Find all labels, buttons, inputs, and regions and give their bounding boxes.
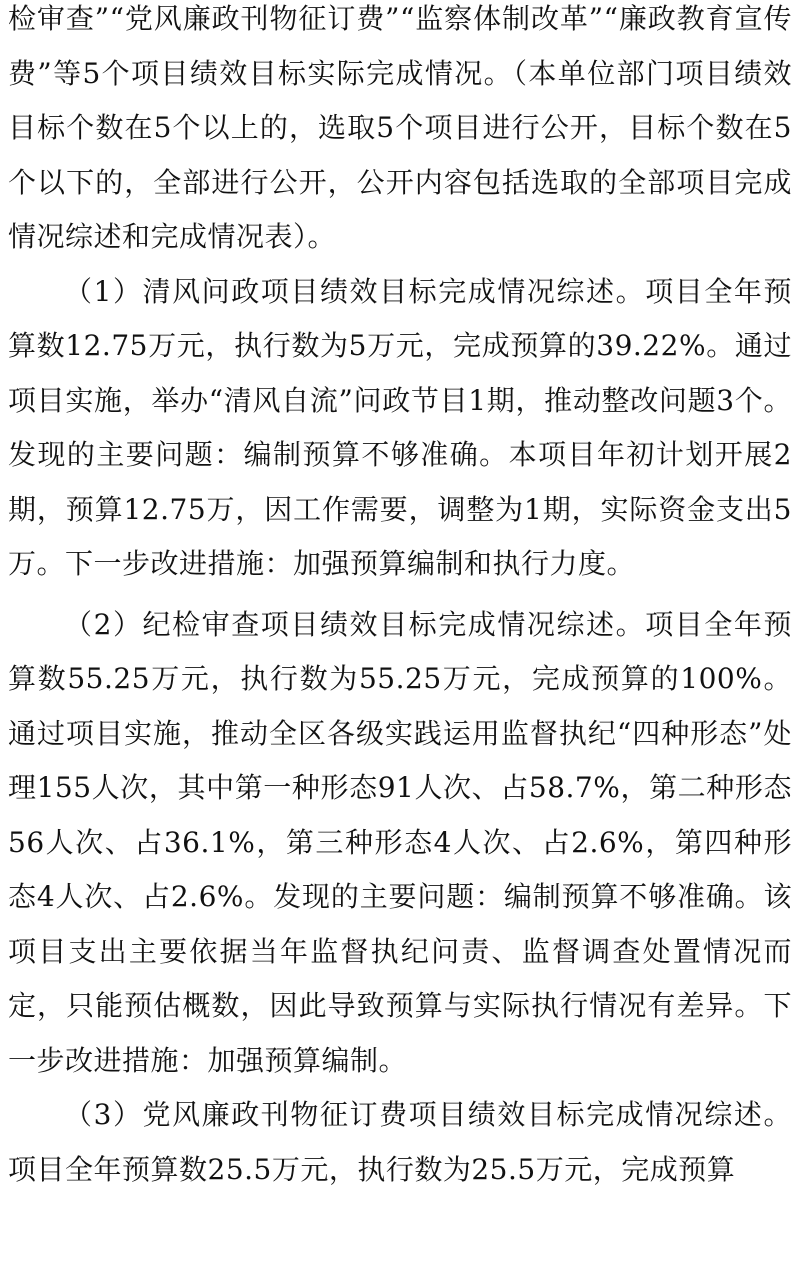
- paragraph-intro-continuation: 检审查”“党风廉政刊物征订费”“监察体制改革”“廉政教育宣传费”等5个项目绩效目标实际完成情况。（本单位部门项目绩效目标个数在5个以上的，选取5个项目进行公开，目标个数在5个以下的，全部进行公开，公开内容包括选取的全部项目完成情况综述和完成情况表）。: [8, 2, 792, 253]
- paragraph-qingfeng-wenzheng: （1）清风问政项目绩效目标完成情况综述。项目全年预算数12.75万元，执行数为5万元，完成预算的39.22%。通过项目实施，举办“清风自流”问政节目1期，推动整改问题3个。发现的主要问题：编制预算不够准确。本项目年初计划开展2期，预算12.75万，因工作需要，调整为1期，实际资金支出5万。下一步改进措施：加强预算编制和执行力度。: [8, 274, 792, 580]
- paragraph-jijian-shencha: （2）纪检审查项目绩效目标完成情况综述。项目全年预算数55.25万元，执行数为55.25万元，完成预算的100%。通过项目实施，推动全区各级实践运用监督执纪“四种形态”处理155人次，其中第一种形态91人次、占58.7%，第二种形态56人次、占36.1%，第三种形态4人次、占2.6%，第四种形态4人次、占2.6%。发现的主要问题：编制预算不够准确。该项目支出主要依据当年监督执纪问责、监督调查处置情况而定，只能预估概数，因此导致预算与实际执行情况有差异。下一步改进措施：加强预算编制。: [8, 607, 792, 1077]
- paragraph-dangfeng-kanwu: （3）党风廉政刊物征订费项目绩效目标完成情况综述。项目全年预算数25.5万元，执行数为25.5万元，完成预算: [8, 1098, 792, 1186]
- document-body: [8, 0, 792, 1197]
